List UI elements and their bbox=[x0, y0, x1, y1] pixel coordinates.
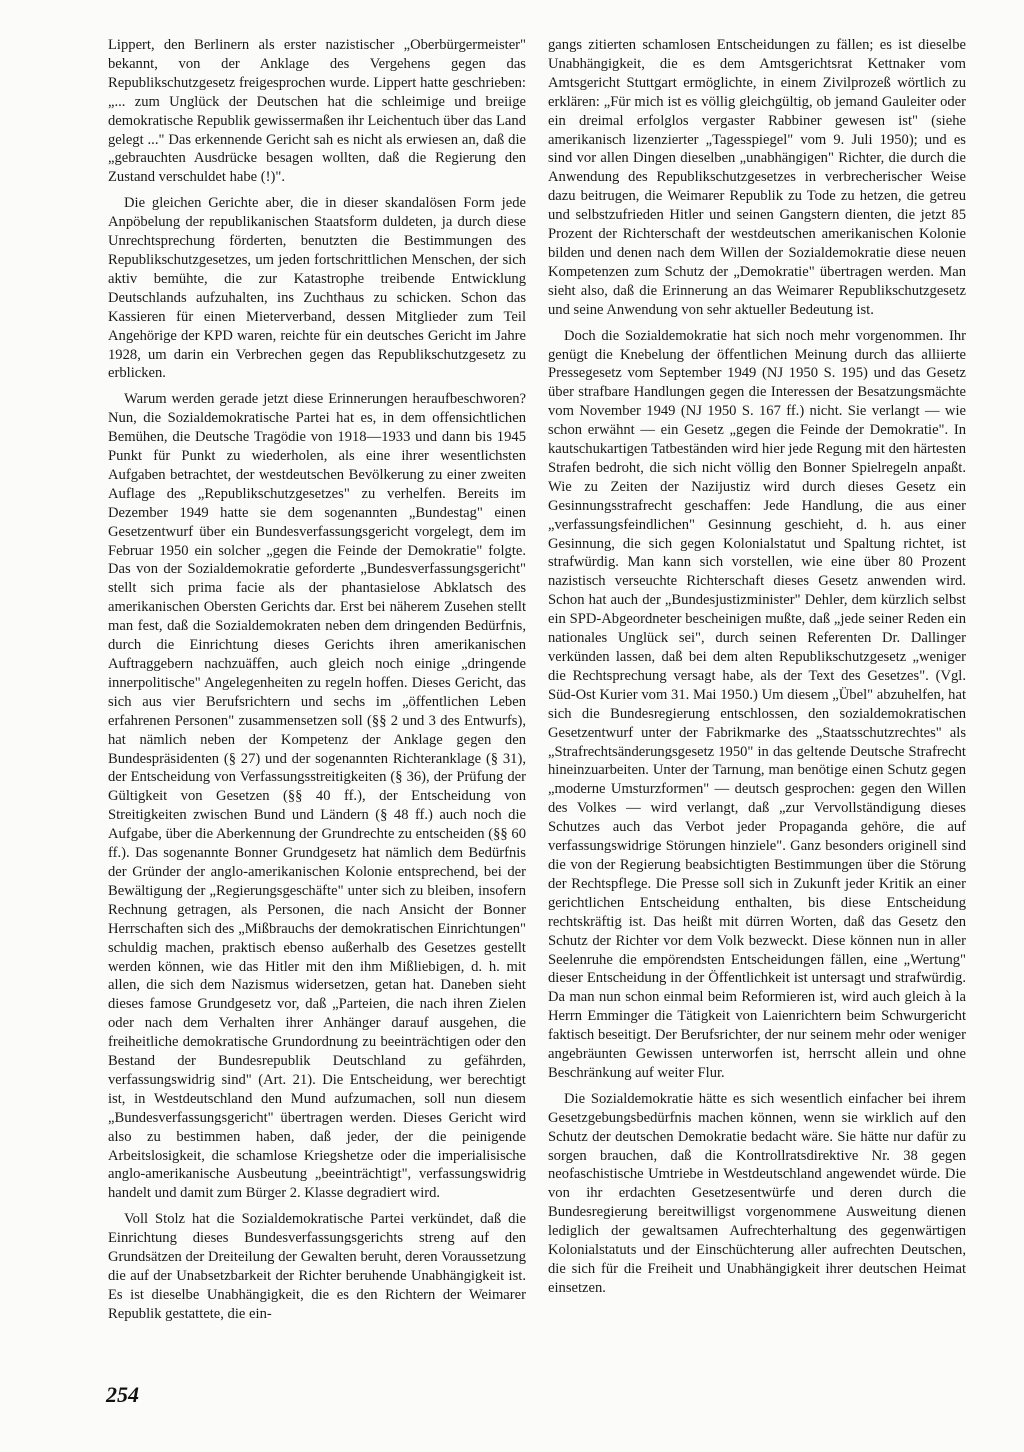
right-paragraph-1: gangs zitierten schamlosen Entscheidungen zu fällen; es ist dieselbe Unabhängigkeit, die es dem Amtsgerichtsrat Kettnaker vom Amtsgericht Stuttgart ermöglichte, in einem Zivilprozeß wörtlich zu erklären: „Für mich ist es völlig gleichgültig, ob jemand Gauleiter oder ein dreimal erfolglos vergaster Rabbiner gewesen ist" (siehe amerikanisch lizenzierter „Tagesspiegel" vom 9. Juli 1950); und es sind vor allen Dingen dieselben „unabhängigen" Richter, die durch die Anwendung des Republikschutzgesetzes in verbrecherischer Weise dazu beitrugen, die Weimarer Republik zu Tode zu hetzen, die getreu und selbstzufrieden Hitler und seinen Gangstern dienten, die jetzt 85 Prozent der Richterschaft der westdeutschen amerikanischen Kolonie bilden und denen nach dem Willen der Sozialdemokratie diese neuen Kompetenzen zum Schutz der „Demokratie" übertragen werden. Man sieht also, daß die Erinnerung an das Weimarer Republikschutzgesetz und seine Anwendung von sehr aktueller Bedeutung ist. bbox=[548, 37, 966, 318]
page-number: 254 bbox=[106, 1382, 139, 1407]
left-paragraph-4: Voll Stolz hat die Sozialdemokratische Partei verkündet, daß die Einrichtung dieses Bundesverfassungsgerichts streng auf den Grundsätzen der Dreiteilung der Gewalten beruht, deren Voraussetzung die auf der Unabsetzbarkeit der Richter beruhende Unabhängigkeit ist. Es ist dieselbe Unabhängigkeit, die es den Richtern der Weimarer Republik gestattete, die ein- bbox=[108, 1211, 526, 1322]
right-paragraph-3: Die Sozialdemokratie hätte es sich wesentlich einfacher bei ihrem Gesetzgebungsbedürfnis machen können, wenn sie wirklich auf den Schutz der deutschen Demokratie bedacht wäre. Sie hätte nur dafür zu sorgen brauchen, daß die Kontrollratsdirektive Nr. 38 gegen neofaschistische Umtriebe in Westdeutschland angewendet würde. Die von ihr erdachten Gesetzesentwürfe und deren durch die Bundesregierung bereitwilligst vorgenommene Ausweitung dienen lediglich der gewaltsamen Aufrechterhaltung des gegenwärtigen Kolonialstatuts und der Einschüchterung aller aufrechten Deutschen, die sich für die Freiheit und Unabhängigkeit ihrer deutschen Heimat einsetzen. bbox=[548, 1090, 966, 1296]
left-paragraph-1: Lippert, den Berlinern als erster nazistischer „Oberbürgermeister" bekannt, von der Anklage des Vergehens gegen das Republikschutzgesetz freigesprochen wurde. Lippert hatte geschrieben: „... zum Unglück der Deutschen hat die schleimige und breiige demokratische Republik gewissermaßen ihr Leichentuch über das Land gelegt ..." Das erkennende Gericht sah es nicht als erwiesen an, daß die „gebrauchten Ausdrücke besagen wollten, daß die Regierung den Zustand verschuldet habe (!)". bbox=[108, 37, 526, 186]
right-paragraph-2: Doch die Sozialdemokratie hat sich noch mehr vorgenommen. Ihr genügt die Knebelung der öffentlichen Meinung durch das alliierte Pressegesetz vom September 1949 (NJ 1950 S. 195) und das Gesetz über strafbare Handlungen gegen die Interessen der Besatzungsmächte vom November 1949 (NJ 1950 S. 167 ff.) nicht. Sie verlangt — wie schon erwähnt — ein Gesetz „gegen die Feinde der Demokratie". In kautschukartigen Tatbeständen wird hier jede Regung mit den härtesten Strafen bedroht, die sich nicht völlig den Bonner Spielregeln anpaßt. Wie zu Zeiten der Nazijustiz wird durch dieses Gesetz ein Gesinnungsstrafrecht geschaffen: Jede Handlung, die aus einer „verfassungsfeindlichen" Gesinnung geschieht, d. h. aus einer Gesinnung, die sich gegen Kolonialstatut und Spaltung richtet, ist strafwürdig. Man kann sich vorstellen, wie eine über 80 Prozent nazistisch verseuchte Richterschaft dieses Gesetz anwenden wird. Schon hat auch der „Bundesjustizminister" Dehler, dem kürzlich selbst ein SPD-Abgeordneter bescheinigen mußte, daß „jede seiner Reden ein nationales Unglück sei", durch seinen Referenten Dr. Dallinger verkünden lassen, daß bei dem alten Republikschutzgesetz „weniger die Rechtsprechung versagt habe, als der Text des Gesetzes". (Vgl. Süd-Ost Kurier vom 31. Mai 1950.) Um diesem „Übel" abzuhelfen, hat sich die Bundesregierung entschlossen, den sozialdemokratischen Gesetzentwurf unter der Fabrikmarke des „Staatsschutzrechtes" als „Strafrechtsänderungsgesetz 1950" in das geltende Deutsche Strafrecht hineinzuarbeiten. Unter der Tarnung, man benötige einen Schutz gegen „moderne Umsturzformen" — deutsch gesprochen: gegen den Willen des Volkes — wird verlangt, daß „zur Vervollständigung dieses Schutzes auch das Verbot jeder Propaganda gehöre, die auf verfassungswidrige Störungen hinziele". Ganz besonders originell sind die von der Regierung beabsichtigten Bestimmungen über die Störung der Rechtspflege. Die Presse soll sich in Zukunft jeder Kritik an einer gerichtlichen Entscheidung enthalten, bis diese Entscheidung rechtskräftig ist. Das heißt mit dürren Worten, daß das Gesetz den Schutz der Richter vor dem Volk bezweckt. Diese können nun in aller Seelenruhe die empörendsten Entscheidungen fällen, eine „Wertung" dieser Entscheidung in der Öffentlichkeit ist untersagt und strafwürdig. Da man nun schon einmal beim Reformieren ist, wird auch gleich à la Herrn Emminger die Tätigkeit von Laienrichtern beim Schwurgericht faktisch beseitigt. Der Berufsrichter, der nur seinem mehr oder weniger angebräunten Gewissen unterworfen ist, herrscht allein und ohne Beschränkung auf weiter Flur. bbox=[548, 327, 966, 1081]
left-column bbox=[108, 36, 526, 1331]
right-column bbox=[548, 36, 966, 1305]
left-paragraph-2: Die gleichen Gerichte aber, die in dieser skandalösen Form jede Anpöbelung der republikanischen Staatsform duldeten, ja durch diese Unrechtsprechung förderten, benutzten die Bestimmungen des Republikschutzgesetzes, um jeden fortschrittlichen Menschen, der sich aktiv bemühte, die zur Katastrophe treibende Entwicklung Deutschlands aufzuhalten, ins Zuchthaus zu schicken. Schon das Kassieren für einen Mieterverband, dessen Mitglieder zum Teil Angehörige der KPD waren, reichte für ein deutsches Gericht im Jahre 1928, um darin ein Verbrechen gegen das Republikschutzgesetz zu erblicken. bbox=[108, 195, 526, 382]
left-paragraph-3: Warum werden gerade jetzt diese Erinnerungen heraufbeschworen? Nun, die Sozialdemokratische Partei hat es, in dem offensichtlichen Bemühen, die Deutsche Tragödie von 1918—1933 und dann bis 1945 Punkt für Punkt zu wiederholen, als eine ihrer wesentlichsten Aufgaben betrachtet, der westdeutschen Bevölkerung zu einer zweiten Auflage des „Republikschutzgesetzes" zu verhelfen. Bereits im Dezember 1949 hatte sie dem sogenannten „Bundestag" einen Gesetzentwurf über ein Bundesverfassungsgericht vorgelegt, dem im Februar 1950 ein solcher „gegen die Feinde der Demokratie" folgte. Das von der Sozialdemokratie geforderte „Bundesverfassungsgericht" stellt sich prima facie als der phantasielose Abklatsch des amerikanischen Obersten Gerichts dar. Erst bei näherem Zusehen stellt man fest, daß die Sozialdemokraten neben dem dringenden Bedürfnis, durch die Einrichtung dieses Gerichts ihren amerikanischen Auftraggebern nachzuäffen, auch gleich noch einige „dringende innerpolitische" Angelegenheiten zu regeln hoffen. Dieses Gericht, das sich aus vier Berufsrichtern und sechs im „öffentlichen Leben erfahrenen Personen" zusammensetzen soll (§§ 2 und 3 des Entwurfs), hat nämlich neben der Kompetenz der Anklage gegen den Bundespräsidenten (§ 27) und der sogenannten Richteranklage (§ 31), der Entscheidung von Verfassungsstreitigkeiten (§ 36), der Prüfung der Gültigkeit von Gesetzen (§§ 40 ff.), der Entscheidung von Streitigkeiten zwischen Bund und Ländern (§ 48 ff.) auch noch die Aufgabe, über die Aberkennung der Grundrechte zu entscheiden (§§ 60 ff.). Das sogenannte Bonner Grundgesetz hat nämlich dem Bedürfnis der Gründer der anglo-amerikanischen Kolonie entsprechend, bei der Bewältigung der „Regierungsgeschäfte" unter sich zu bleiben, insofern Rechnung getragen, als Personen, die nach Ansicht der Bonner Herrschaften sich des „Mißbrauchs der demokratischen Einrichtungen" schuldig machen, praktisch ebenso außerhalb des Gesetzes gestellt werden können, wie das Hitler mit den ihm Mißliebigen, d. h. mit allen, die sich dem Nazismus widersetzen, getan hat. Daneben sieht dieses famose Grundgesetz vor, daß „Parteien, die nach ihren Zielen oder nach dem Verhalten ihrer Anhänger darauf ausgehen, die freiheitliche demokratische Grundordnung zu beeinträchtigen oder den Bestand der Bundesrepublik Deutschland zu gefährden, verfassungswidrig sind" (Art. 21). Die Entscheidung, wer berechtigt ist, in Westdeutschland den Mund aufzumachen, soll nun diesem „Bundesverfassungsgericht" übertragen werden. Dieses Gericht wird also zu bestimmen haben, daß jeder, der die peinigende Arbeitslosigkeit, die schamlose Kriegshetze oder die imperialisische anglo-amerikanische Ausbeutung „beeinträchtigt", verfassungswidrig handelt und damit zum Bürger 2. Klasse degradiert wird. bbox=[108, 391, 526, 1202]
